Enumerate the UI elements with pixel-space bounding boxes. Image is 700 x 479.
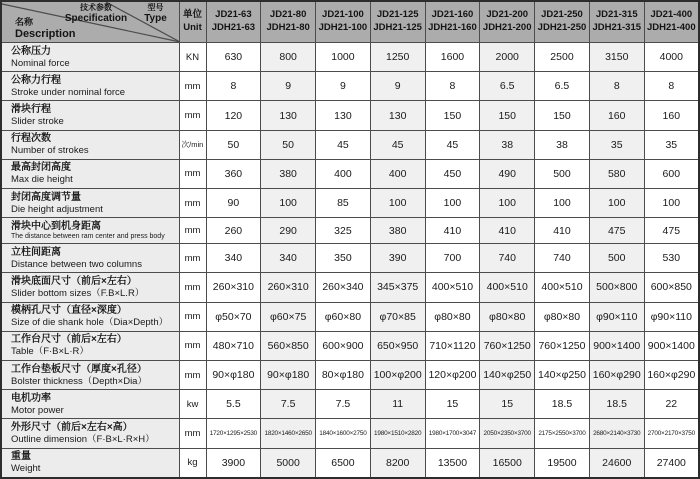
row-label-en: Stroke under nominal force xyxy=(11,86,126,98)
model-header-cell xyxy=(480,1,535,43)
value-cell: 5000 xyxy=(261,448,316,478)
model-line2: JDH21-63 xyxy=(211,22,256,33)
unit-cell: mm xyxy=(179,101,206,130)
value-cell: 16500 xyxy=(480,448,535,478)
model-line1: JD21-63 xyxy=(215,9,252,21)
value-cell: 4000 xyxy=(644,43,699,72)
value-cell: 345×375 xyxy=(370,273,425,302)
value-cell: 85 xyxy=(316,189,371,218)
model-header-cell xyxy=(535,1,590,43)
value-cell: 1840×1600×2750 xyxy=(316,419,371,448)
row-label-cell xyxy=(1,331,179,360)
header-row xyxy=(1,1,699,43)
value-cell: 100 xyxy=(589,189,644,218)
value-cell: 18.5 xyxy=(589,390,644,419)
unit-cell: mm xyxy=(179,331,206,360)
value-cell: 490 xyxy=(480,159,535,188)
value-cell: 38 xyxy=(535,130,590,159)
spec-zh: 技术参数 xyxy=(80,3,112,12)
unit-cell: mm xyxy=(179,189,206,218)
spec-row xyxy=(1,72,699,101)
row-label-en: The distance between ram center and press body xyxy=(11,232,165,240)
value-cell: 130 xyxy=(316,101,371,130)
value-cell: 2050×2350×3700 xyxy=(480,419,535,448)
model-line1: JD21-400 xyxy=(650,9,693,21)
value-cell: 1980×1510×2820 xyxy=(370,419,425,448)
value-cell: 600×850 xyxy=(644,273,699,302)
row-label-zh: 滑块底面尺寸（前后×左右） xyxy=(11,276,137,288)
value-cell: 710×1120 xyxy=(425,331,480,360)
corner-header-cell xyxy=(1,1,179,43)
value-cell: 130 xyxy=(261,101,316,130)
value-cell: 630 xyxy=(206,43,261,72)
row-label-en: Slider bottom sizes（F.B×L.R） xyxy=(11,288,145,300)
value-cell: 260×310 xyxy=(261,273,316,302)
spec-row xyxy=(1,244,699,273)
value-cell: 410 xyxy=(425,218,480,244)
row-label-en: Number of strokes xyxy=(11,145,89,157)
value-cell: φ60×80 xyxy=(316,302,371,331)
value-cell: 130 xyxy=(370,101,425,130)
value-cell: 120×φ200 xyxy=(425,360,480,389)
row-label-zh: 重量 xyxy=(11,451,31,463)
row-label-zh: 公称力行程 xyxy=(11,74,61,86)
value-cell: 3900 xyxy=(206,448,261,478)
value-cell: 9 xyxy=(316,72,371,101)
value-cell: 35 xyxy=(589,130,644,159)
value-cell: 27400 xyxy=(644,448,699,478)
value-cell: φ80×80 xyxy=(535,302,590,331)
model-header-cell xyxy=(589,1,644,43)
row-label-zh: 行程次数 xyxy=(11,133,51,145)
model-line2: JDH21-100 xyxy=(318,22,368,33)
value-cell: 6.5 xyxy=(480,72,535,101)
value-cell: 580 xyxy=(589,159,644,188)
value-cell: 500 xyxy=(535,159,590,188)
value-cell: 2500 xyxy=(535,43,590,72)
model-line1: JD21-100 xyxy=(322,9,364,21)
value-cell: 90×φ180 xyxy=(206,360,261,389)
value-cell: 500×800 xyxy=(589,273,644,302)
value-cell: 100 xyxy=(425,189,480,218)
spec-en: Specification xyxy=(64,12,128,24)
value-cell: 11 xyxy=(370,390,425,419)
value-cell: 160×φ290 xyxy=(589,360,644,389)
spec-table-body xyxy=(1,43,699,479)
value-cell: 400×510 xyxy=(480,273,535,302)
row-label-en: Slider stroke xyxy=(11,116,64,128)
unit-cell: mm xyxy=(179,72,206,101)
row-label-cell xyxy=(1,159,179,188)
row-label-en: Max die height xyxy=(11,174,73,186)
value-cell: 350 xyxy=(316,244,371,273)
value-cell: 100 xyxy=(535,189,590,218)
value-cell: φ90×110 xyxy=(589,302,644,331)
row-label-cell xyxy=(1,189,179,218)
row-label-en: Bolster thickness（Depth×Dia） xyxy=(11,375,147,387)
value-cell: 8 xyxy=(644,72,699,101)
value-cell: 90×φ180 xyxy=(261,360,316,389)
type-en: Type xyxy=(144,12,167,24)
model-header-cell xyxy=(261,1,316,43)
value-cell: 160 xyxy=(644,101,699,130)
model-header-cell xyxy=(206,1,261,43)
value-cell: 90 xyxy=(206,189,261,218)
value-cell: 600 xyxy=(644,159,699,188)
value-cell: 1820×1460×2650 xyxy=(261,419,316,448)
value-cell: 18.5 xyxy=(535,390,590,419)
value-cell: 760×1250 xyxy=(535,331,590,360)
model-line1: JD21-250 xyxy=(541,9,583,21)
model-line2: JDH21-400 xyxy=(647,22,696,33)
row-label-zh: 立柱间距离 xyxy=(11,246,61,258)
value-cell: 9 xyxy=(370,72,425,101)
model-line1: JD21-200 xyxy=(486,9,529,21)
value-cell: 1250 xyxy=(370,43,425,72)
value-cell: φ80×80 xyxy=(425,302,480,331)
model-line1: JD21-160 xyxy=(431,9,474,21)
row-label-cell xyxy=(1,419,179,448)
value-cell: 700 xyxy=(425,244,480,273)
value-cell: 380 xyxy=(261,159,316,188)
value-cell: 8 xyxy=(206,72,261,101)
value-cell: φ80×80 xyxy=(480,302,535,331)
value-cell: 150 xyxy=(425,101,480,130)
value-cell: 8200 xyxy=(370,448,425,478)
row-label-en: Nominal force xyxy=(11,57,70,69)
value-cell: 2175×2550×3700 xyxy=(535,419,590,448)
row-label-cell xyxy=(1,101,179,130)
value-cell: 7.5 xyxy=(316,390,371,419)
row-label-cell xyxy=(1,360,179,389)
value-cell: 19500 xyxy=(535,448,590,478)
model-line2: JDH21-315 xyxy=(592,22,642,33)
value-cell: 260×340 xyxy=(316,273,371,302)
value-cell: 2680×2140×3730 xyxy=(589,419,644,448)
value-cell: 8 xyxy=(425,72,480,101)
value-cell: 24600 xyxy=(589,448,644,478)
value-cell: 8 xyxy=(589,72,644,101)
value-cell: 260 xyxy=(206,218,261,244)
row-label-zh: 外形尺寸（前后×左右×高） xyxy=(11,422,133,434)
row-label-zh: 滑块行程 xyxy=(11,104,51,116)
model-line2: JDH21-250 xyxy=(537,22,587,33)
value-cell: 140×φ250 xyxy=(480,360,535,389)
spec-row xyxy=(1,419,699,448)
value-cell: 400×510 xyxy=(425,273,480,302)
type-zh: 型号 xyxy=(147,3,164,12)
value-cell: 100 xyxy=(480,189,535,218)
value-cell: 740 xyxy=(535,244,590,273)
value-cell: 100 xyxy=(644,189,699,218)
row-label-zh: 模柄孔尺寸（直径×深度） xyxy=(11,305,127,317)
row-label-zh: 滑块中心到机身距离 xyxy=(11,220,101,232)
value-cell: 50 xyxy=(206,130,261,159)
unit-header-cell xyxy=(179,1,206,43)
unit-cell: mm xyxy=(179,273,206,302)
unit-cell: mm xyxy=(179,360,206,389)
row-label-en: Table（F·B×L·R） xyxy=(11,346,89,358)
row-label-zh: 工作台垫板尺寸（厚度×孔径） xyxy=(11,363,147,375)
unit-cell: KN xyxy=(179,43,206,72)
value-cell: 530 xyxy=(644,244,699,273)
value-cell: 100×φ200 xyxy=(370,360,425,389)
model-header-cell xyxy=(644,1,699,43)
model-header-cell xyxy=(425,1,480,43)
value-cell: 7.5 xyxy=(261,390,316,419)
value-cell: 160 xyxy=(589,101,644,130)
value-cell: 1000 xyxy=(316,43,371,72)
value-cell: 3150 xyxy=(589,43,644,72)
value-cell: φ70×85 xyxy=(370,302,425,331)
row-label-cell xyxy=(1,302,179,331)
row-label-cell xyxy=(1,390,179,419)
value-cell: φ90×110 xyxy=(644,302,699,331)
unit-cell: mm xyxy=(179,302,206,331)
value-cell: 150 xyxy=(535,101,590,130)
value-cell: 6.5 xyxy=(535,72,590,101)
row-label-en: Die height adjustment xyxy=(11,203,103,215)
corner-name-label xyxy=(15,17,76,41)
value-cell: 410 xyxy=(480,218,535,244)
spec-row xyxy=(1,101,699,130)
model-line2: JDH21-160 xyxy=(428,22,477,33)
unit-zh: 单位 xyxy=(182,9,202,21)
row-label-cell xyxy=(1,43,179,72)
value-cell: 560×850 xyxy=(261,331,316,360)
value-cell: 22 xyxy=(644,390,699,419)
value-cell: 1720×1295×2530 xyxy=(206,419,261,448)
value-cell: 760×1250 xyxy=(480,331,535,360)
spec-row xyxy=(1,302,699,331)
value-cell: 160×φ290 xyxy=(644,360,699,389)
value-cell: 9 xyxy=(261,72,316,101)
spec-row xyxy=(1,360,699,389)
value-cell: 340 xyxy=(261,244,316,273)
value-cell: 15 xyxy=(425,390,480,419)
value-cell: 360 xyxy=(206,159,261,188)
unit-cell: mm xyxy=(179,244,206,273)
value-cell: 1980×1700×3047 xyxy=(425,419,480,448)
value-cell: 480×710 xyxy=(206,331,261,360)
spec-row xyxy=(1,448,699,478)
value-cell: 15 xyxy=(480,390,535,419)
value-cell: 45 xyxy=(370,130,425,159)
model-header-cell xyxy=(316,1,371,43)
row-label-en: Motor power xyxy=(11,404,64,416)
value-cell: 500 xyxy=(589,244,644,273)
unit-cell: 次/min xyxy=(179,130,206,159)
value-cell: 410 xyxy=(535,218,590,244)
spec-row xyxy=(1,218,699,244)
unit-cell: kg xyxy=(179,448,206,478)
value-cell: 475 xyxy=(589,218,644,244)
value-cell: φ60×75 xyxy=(261,302,316,331)
value-cell: 38 xyxy=(480,130,535,159)
row-label-cell xyxy=(1,273,179,302)
spec-row xyxy=(1,273,699,302)
value-cell: 35 xyxy=(644,130,699,159)
value-cell: 600×900 xyxy=(316,331,371,360)
corner-box xyxy=(2,2,179,42)
value-cell: 800 xyxy=(261,43,316,72)
row-label-en: Size of die shank hole（Dia×Depth） xyxy=(11,317,169,329)
value-cell: 45 xyxy=(316,130,371,159)
value-cell: 13500 xyxy=(425,448,480,478)
value-cell: 50 xyxy=(261,130,316,159)
model-line2: JDH21-200 xyxy=(482,22,532,33)
value-cell: 150 xyxy=(480,101,535,130)
value-cell: 740 xyxy=(480,244,535,273)
value-cell: 900×1400 xyxy=(644,331,699,360)
unit-cell: mm xyxy=(179,218,206,244)
value-cell: 650×950 xyxy=(370,331,425,360)
corner-type-label xyxy=(139,3,173,25)
row-label-en: Weight xyxy=(11,463,41,475)
value-cell: 140×φ250 xyxy=(535,360,590,389)
value-cell: 45 xyxy=(425,130,480,159)
model-line1: JD21-315 xyxy=(595,9,638,21)
name-en: Description xyxy=(15,27,76,40)
value-cell: 475 xyxy=(644,218,699,244)
spec-row xyxy=(1,130,699,159)
value-cell: 80×φ180 xyxy=(316,360,371,389)
row-label-cell xyxy=(1,218,179,244)
value-cell: 400 xyxy=(316,159,371,188)
row-label-cell xyxy=(1,448,179,478)
unit-en: Unit xyxy=(183,22,202,33)
value-cell: 400×510 xyxy=(535,273,590,302)
value-cell: 400 xyxy=(370,159,425,188)
row-label-zh: 最高封闭高度 xyxy=(11,162,71,174)
row-label-cell xyxy=(1,244,179,273)
value-cell: 5.5 xyxy=(206,390,261,419)
unit-cell: mm xyxy=(179,419,206,448)
value-cell: 900×1400 xyxy=(589,331,644,360)
spec-row xyxy=(1,331,699,360)
value-cell: 6500 xyxy=(316,448,371,478)
value-cell: 450 xyxy=(425,159,480,188)
value-cell: 2000 xyxy=(480,43,535,72)
row-label-cell xyxy=(1,72,179,101)
value-cell: 390 xyxy=(370,244,425,273)
value-cell: 100 xyxy=(370,189,425,218)
model-line1: JD21-125 xyxy=(376,9,419,21)
value-cell: 100 xyxy=(261,189,316,218)
row-label-zh: 电机功率 xyxy=(11,392,51,404)
value-cell: 325 xyxy=(316,218,371,244)
model-line2: JDH21-125 xyxy=(373,22,422,33)
row-label-zh: 封闭高度调节量 xyxy=(11,191,81,203)
value-cell: 290 xyxy=(261,218,316,244)
value-cell: 1600 xyxy=(425,43,480,72)
row-label-zh: 工作台尺寸（前后×左右） xyxy=(11,334,127,346)
row-label-en: Outline dimension（F·B×L·R×H） xyxy=(11,434,155,446)
model-line2: JDH21-80 xyxy=(266,22,310,33)
spec-row xyxy=(1,390,699,419)
model-line1: JD21-80 xyxy=(269,9,307,21)
spec-row xyxy=(1,189,699,218)
unit-cell: kw xyxy=(179,390,206,419)
value-cell: φ50×70 xyxy=(206,302,261,331)
model-header-cell xyxy=(370,1,425,43)
row-label-zh: 公称压力 xyxy=(11,45,51,57)
row-label-cell xyxy=(1,130,179,159)
spec-row xyxy=(1,159,699,188)
value-cell: 260×310 xyxy=(206,273,261,302)
spec-row xyxy=(1,43,699,72)
value-cell: 380 xyxy=(370,218,425,244)
row-label-en: Distance between two columns xyxy=(11,258,142,270)
value-cell: 120 xyxy=(206,101,261,130)
value-cell: 2700×2170×3750 xyxy=(644,419,699,448)
name-zh: 名称 xyxy=(15,17,34,28)
value-cell: 340 xyxy=(206,244,261,273)
unit-cell: mm xyxy=(179,159,206,188)
